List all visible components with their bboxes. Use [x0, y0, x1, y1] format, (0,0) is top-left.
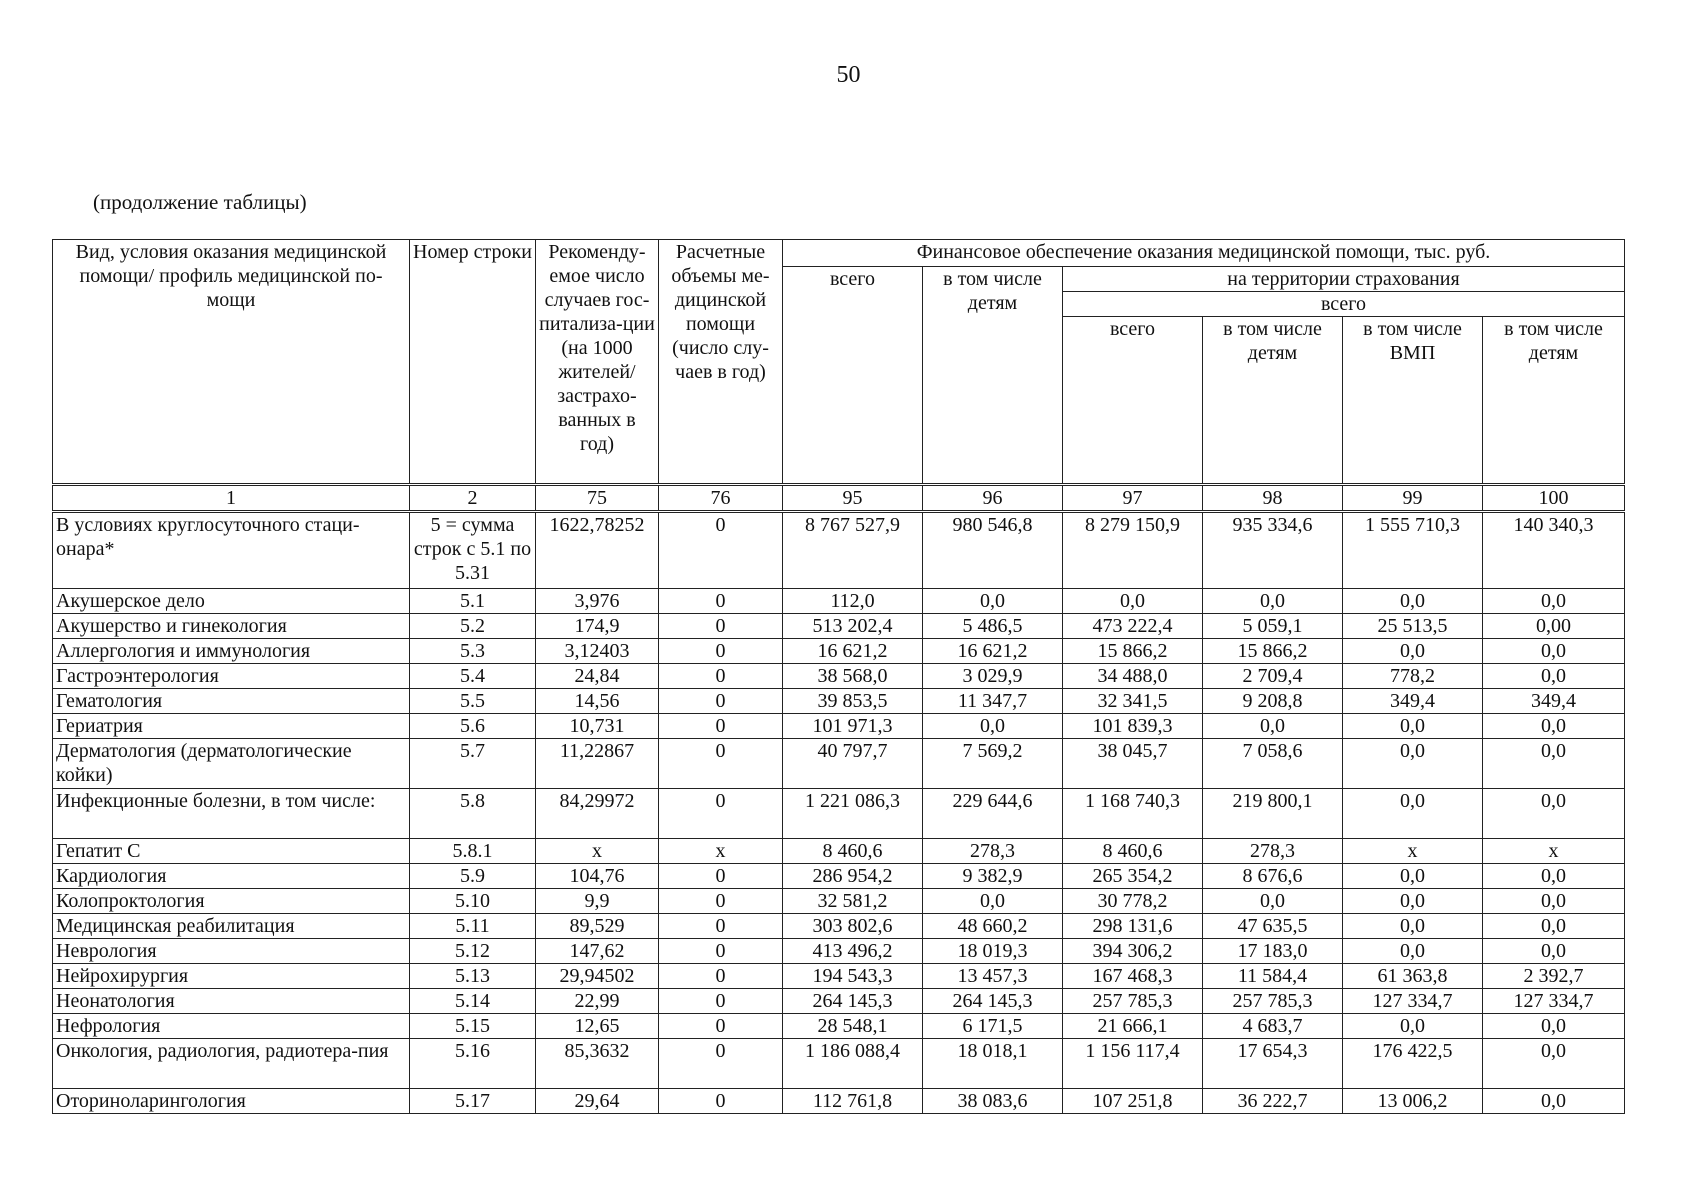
row-label: Инфекционные болезни, в том числе: — [53, 789, 410, 839]
cell-c98: 4 683,7 — [1203, 1014, 1343, 1039]
table-row — [53, 1089, 1625, 1114]
table-row — [53, 789, 1625, 839]
header-total-2: всего — [1063, 292, 1625, 317]
cell-c99: 0,0 — [1343, 739, 1483, 789]
cell-c96: 0,0 — [923, 889, 1063, 914]
cell-c98: 17 654,3 — [1203, 1039, 1343, 1089]
cell-c95: 303 802,6 — [783, 914, 923, 939]
header-recommended: Рекоменду-емое число случаев гос-питализа-ции (на 1000 жителей/ застрахо-ванных в год) — [536, 240, 659, 485]
table-row — [53, 889, 1625, 914]
row-label: Гериатрия — [53, 714, 410, 739]
cell-c96: 278,3 — [923, 839, 1063, 864]
cell-rec: 85,3632 — [536, 1039, 659, 1089]
cell-no: 5.16 — [410, 1039, 536, 1089]
table-row — [53, 664, 1625, 689]
cell-no: 5.6 — [410, 714, 536, 739]
row-label: Дерматология (дерматологические койки) — [53, 739, 410, 789]
cell-c99: 61 363,8 — [1343, 964, 1483, 989]
cell-c100: 0,0 — [1483, 939, 1625, 964]
cell-no: 5.1 — [410, 589, 536, 614]
cell-c99: 0,0 — [1343, 789, 1483, 839]
table-row — [53, 939, 1625, 964]
cell-c97: 265 354,2 — [1063, 864, 1203, 889]
cell-rec: 84,29972 — [536, 789, 659, 839]
cell-c99: 349,4 — [1343, 689, 1483, 714]
cell-c98: 0,0 — [1203, 589, 1343, 614]
cell-c98: 257 785,3 — [1203, 989, 1343, 1014]
continuation-note: (продолжение таблицы) — [93, 190, 307, 214]
cell-calc: 0 — [659, 1089, 783, 1114]
cell-c99: 13 006,2 — [1343, 1089, 1483, 1114]
row-label: Гематология — [53, 689, 410, 714]
cell-rec: х — [536, 839, 659, 864]
cell-c95: 194 543,3 — [783, 964, 923, 989]
table-row — [53, 1039, 1625, 1089]
cell-c98: 0,0 — [1203, 889, 1343, 914]
cell-c96: 6 171,5 — [923, 1014, 1063, 1039]
cell-rec: 1622,78252 — [536, 512, 659, 589]
cell-c100: х — [1483, 839, 1625, 864]
table-row — [53, 589, 1625, 614]
cell-rec: 24,84 — [536, 664, 659, 689]
cell-c95: 1 221 086,3 — [783, 789, 923, 839]
row-label: Медицинская реабилитация — [53, 914, 410, 939]
cell-c96: 0,0 — [923, 714, 1063, 739]
cell-c100: 0,0 — [1483, 1039, 1625, 1089]
cell-rec: 3,976 — [536, 589, 659, 614]
cell-no: 5.5 — [410, 689, 536, 714]
header-incl-children: в том числе детям — [923, 267, 1063, 485]
cell-c98: 17 183,0 — [1203, 939, 1343, 964]
row-label: Гепатит С — [53, 839, 410, 864]
header-row-no: Номер строки — [410, 240, 536, 485]
cell-c95: 28 548,1 — [783, 1014, 923, 1039]
cell-no: 5.12 — [410, 939, 536, 964]
cell-rec: 29,94502 — [536, 964, 659, 989]
cell-rec: 89,529 — [536, 914, 659, 939]
cell-c97: 30 778,2 — [1063, 889, 1203, 914]
cell-c98: 36 222,7 — [1203, 1089, 1343, 1114]
header-incl-vmp: в том числе ВМП — [1343, 317, 1483, 485]
cell-no: 5.11 — [410, 914, 536, 939]
cell-c98: 935 334,6 — [1203, 512, 1343, 589]
column-number: 75 — [536, 485, 659, 512]
cell-c96: 0,0 — [923, 589, 1063, 614]
cell-rec: 11,22867 — [536, 739, 659, 789]
table-row — [53, 714, 1625, 739]
cell-c100: 0,0 — [1483, 889, 1625, 914]
cell-c99: 0,0 — [1343, 889, 1483, 914]
cell-no: 5.10 — [410, 889, 536, 914]
cell-calc: 0 — [659, 739, 783, 789]
cell-c95: 112,0 — [783, 589, 923, 614]
table-row — [53, 512, 1625, 589]
cell-c99: 1 555 710,3 — [1343, 512, 1483, 589]
cell-c99: 176 422,5 — [1343, 1039, 1483, 1089]
cell-c97: 38 045,7 — [1063, 739, 1203, 789]
cell-no: 5.8 — [410, 789, 536, 839]
cell-c95: 513 202,4 — [783, 614, 923, 639]
cell-c97: 0,0 — [1063, 589, 1203, 614]
cell-c99: х — [1343, 839, 1483, 864]
cell-calc: 0 — [659, 964, 783, 989]
row-label: Онкология, радиология, радиотера-пия — [53, 1039, 410, 1089]
table-row — [53, 864, 1625, 889]
row-label: В условиях круглосуточного стаци-онара* — [53, 512, 410, 589]
cell-c100: 0,0 — [1483, 639, 1625, 664]
cell-c95: 8 767 527,9 — [783, 512, 923, 589]
cell-no: 5.9 — [410, 864, 536, 889]
cell-c95: 40 797,7 — [783, 739, 923, 789]
cell-c100: 0,0 — [1483, 1089, 1625, 1114]
cell-c97: 15 866,2 — [1063, 639, 1203, 664]
table-row — [53, 639, 1625, 664]
cell-c96: 16 621,2 — [923, 639, 1063, 664]
cell-c95: 101 971,3 — [783, 714, 923, 739]
cell-calc: 0 — [659, 864, 783, 889]
cell-c95: 38 568,0 — [783, 664, 923, 689]
cell-c95: 1 186 088,4 — [783, 1039, 923, 1089]
cell-c98: 8 676,6 — [1203, 864, 1343, 889]
cell-c98: 278,3 — [1203, 839, 1343, 864]
cell-calc: 0 — [659, 664, 783, 689]
cell-c98: 7 058,6 — [1203, 739, 1343, 789]
cell-c96: 229 644,6 — [923, 789, 1063, 839]
table-row — [53, 989, 1625, 1014]
cell-c99: 127 334,7 — [1343, 989, 1483, 1014]
cell-c96: 11 347,7 — [923, 689, 1063, 714]
column-number-row — [53, 485, 1625, 512]
financing-table — [52, 239, 1625, 1114]
page-number: 50 — [836, 62, 861, 88]
cell-rec: 22,99 — [536, 989, 659, 1014]
cell-c97: 107 251,8 — [1063, 1089, 1203, 1114]
cell-c98: 2 709,4 — [1203, 664, 1343, 689]
column-number: 76 — [659, 485, 783, 512]
cell-c98: 15 866,2 — [1203, 639, 1343, 664]
cell-c97: 257 785,3 — [1063, 989, 1203, 1014]
cell-no: 5.17 — [410, 1089, 536, 1114]
cell-c98: 11 584,4 — [1203, 964, 1343, 989]
cell-c99: 0,0 — [1343, 714, 1483, 739]
cell-c100: 127 334,7 — [1483, 989, 1625, 1014]
cell-c99: 0,0 — [1343, 864, 1483, 889]
column-number: 96 — [923, 485, 1063, 512]
table-row — [53, 739, 1625, 789]
cell-c97: 394 306,2 — [1063, 939, 1203, 964]
cell-c100: 0,0 — [1483, 589, 1625, 614]
cell-c97: 8 460,6 — [1063, 839, 1203, 864]
cell-c97: 298 131,6 — [1063, 914, 1203, 939]
cell-c100: 0,0 — [1483, 1014, 1625, 1039]
cell-c100: 140 340,3 — [1483, 512, 1625, 589]
cell-c95: 8 460,6 — [783, 839, 923, 864]
cell-c96: 38 083,6 — [923, 1089, 1063, 1114]
cell-c100: 349,4 — [1483, 689, 1625, 714]
cell-c99: 0,0 — [1343, 939, 1483, 964]
row-label: Колопроктология — [53, 889, 410, 914]
row-label: Оториноларингология — [53, 1089, 410, 1114]
cell-c97: 1 168 740,3 — [1063, 789, 1203, 839]
cell-c100: 0,0 — [1483, 789, 1625, 839]
cell-c95: 16 621,2 — [783, 639, 923, 664]
table-row — [53, 1014, 1625, 1039]
cell-c99: 25 513,5 — [1343, 614, 1483, 639]
table-row — [53, 689, 1625, 714]
cell-c99: 0,0 — [1343, 914, 1483, 939]
cell-calc: 0 — [659, 639, 783, 664]
row-label: Аллергология и иммунология — [53, 639, 410, 664]
row-label: Кардиология — [53, 864, 410, 889]
cell-no: 5.8.1 — [410, 839, 536, 864]
column-number: 99 — [1343, 485, 1483, 512]
cell-c96: 18 018,1 — [923, 1039, 1063, 1089]
table-row — [53, 914, 1625, 939]
cell-c97: 167 468,3 — [1063, 964, 1203, 989]
cell-c95: 32 581,2 — [783, 889, 923, 914]
header-calculated: Расчетные объемы ме-дицинской помощи (число слу-чаев в год) — [659, 240, 783, 485]
cell-c100: 0,0 — [1483, 714, 1625, 739]
cell-c99: 778,2 — [1343, 664, 1483, 689]
header-incl-children-2: в том числе детям — [1203, 317, 1343, 485]
table-row — [53, 614, 1625, 639]
header-total: всего — [783, 267, 923, 485]
cell-calc: 0 — [659, 714, 783, 739]
row-label: Акушерское дело — [53, 589, 410, 614]
cell-c95: 264 145,3 — [783, 989, 923, 1014]
cell-c100: 0,0 — [1483, 664, 1625, 689]
cell-rec: 12,65 — [536, 1014, 659, 1039]
column-number: 98 — [1203, 485, 1343, 512]
cell-rec: 29,64 — [536, 1089, 659, 1114]
cell-c99: 0,0 — [1343, 1014, 1483, 1039]
header-incl-children-3: в том числе детям — [1483, 317, 1625, 485]
cell-c98: 219 800,1 — [1203, 789, 1343, 839]
cell-rec: 14,56 — [536, 689, 659, 714]
cell-rec: 3,12403 — [536, 639, 659, 664]
cell-c100: 0,00 — [1483, 614, 1625, 639]
cell-rec: 174,9 — [536, 614, 659, 639]
cell-c97: 473 222,4 — [1063, 614, 1203, 639]
cell-calc: 0 — [659, 1014, 783, 1039]
cell-no: 5.15 — [410, 1014, 536, 1039]
cell-rec: 147,62 — [536, 939, 659, 964]
header-total-3: всего — [1063, 317, 1203, 485]
cell-no: 5.3 — [410, 639, 536, 664]
cell-c97: 101 839,3 — [1063, 714, 1203, 739]
cell-calc: 0 — [659, 989, 783, 1014]
cell-no: 5.14 — [410, 989, 536, 1014]
cell-c97: 34 488,0 — [1063, 664, 1203, 689]
row-label: Неонатология — [53, 989, 410, 1014]
cell-rec: 9,9 — [536, 889, 659, 914]
row-label: Нефрология — [53, 1014, 410, 1039]
row-label: Акушерство и гинекология — [53, 614, 410, 639]
cell-calc: 0 — [659, 1039, 783, 1089]
column-number: 97 — [1063, 485, 1203, 512]
cell-c100: 2 392,7 — [1483, 964, 1625, 989]
cell-c96: 5 486,5 — [923, 614, 1063, 639]
column-number: 2 — [410, 485, 536, 512]
cell-c95: 112 761,8 — [783, 1089, 923, 1114]
cell-calc: 0 — [659, 914, 783, 939]
table-row — [53, 964, 1625, 989]
row-label: Неврология — [53, 939, 410, 964]
cell-c100: 0,0 — [1483, 864, 1625, 889]
cell-no: 5.4 — [410, 664, 536, 689]
header-type: Вид, условия оказания медицинской помощи/ профиль медицинской по-мощи — [53, 240, 410, 485]
cell-c100: 0,0 — [1483, 914, 1625, 939]
cell-c98: 47 635,5 — [1203, 914, 1343, 939]
cell-c96: 3 029,9 — [923, 664, 1063, 689]
column-number: 1 — [53, 485, 410, 512]
cell-rec: 104,76 — [536, 864, 659, 889]
cell-c99: 0,0 — [1343, 639, 1483, 664]
cell-c96: 7 569,2 — [923, 739, 1063, 789]
cell-c98: 9 208,8 — [1203, 689, 1343, 714]
cell-no: 5 = сумма строк с 5.1 по 5.31 — [410, 512, 536, 589]
cell-c96: 48 660,2 — [923, 914, 1063, 939]
cell-c98: 0,0 — [1203, 714, 1343, 739]
cell-c96: 264 145,3 — [923, 989, 1063, 1014]
cell-calc: х — [659, 839, 783, 864]
column-number: 100 — [1483, 485, 1625, 512]
cell-c100: 0,0 — [1483, 739, 1625, 789]
cell-no: 5.7 — [410, 739, 536, 789]
cell-c95: 413 496,2 — [783, 939, 923, 964]
cell-calc: 0 — [659, 939, 783, 964]
cell-c99: 0,0 — [1343, 589, 1483, 614]
row-label: Гастроэнтерология — [53, 664, 410, 689]
cell-c96: 13 457,3 — [923, 964, 1063, 989]
cell-calc: 0 — [659, 512, 783, 589]
header-financing: Финансовое обеспечение оказания медицинской помощи, тыс. руб. — [783, 240, 1625, 267]
cell-c97: 21 666,1 — [1063, 1014, 1203, 1039]
cell-c96: 980 546,8 — [923, 512, 1063, 589]
cell-calc: 0 — [659, 789, 783, 839]
cell-rec: 10,731 — [536, 714, 659, 739]
cell-c97: 1 156 117,4 — [1063, 1039, 1203, 1089]
cell-calc: 0 — [659, 689, 783, 714]
cell-c97: 32 341,5 — [1063, 689, 1203, 714]
row-label: Нейрохирургия — [53, 964, 410, 989]
cell-c97: 8 279 150,9 — [1063, 512, 1203, 589]
cell-c96: 9 382,9 — [923, 864, 1063, 889]
table-row — [53, 839, 1625, 864]
cell-calc: 0 — [659, 889, 783, 914]
cell-no: 5.13 — [410, 964, 536, 989]
cell-no: 5.2 — [410, 614, 536, 639]
cell-calc: 0 — [659, 614, 783, 639]
cell-c96: 18 019,3 — [923, 939, 1063, 964]
cell-calc: 0 — [659, 589, 783, 614]
cell-c95: 39 853,5 — [783, 689, 923, 714]
cell-c95: 286 954,2 — [783, 864, 923, 889]
cell-c98: 5 059,1 — [1203, 614, 1343, 639]
header-insurance-territory: на территории страхования — [1063, 267, 1625, 292]
column-number: 95 — [783, 485, 923, 512]
